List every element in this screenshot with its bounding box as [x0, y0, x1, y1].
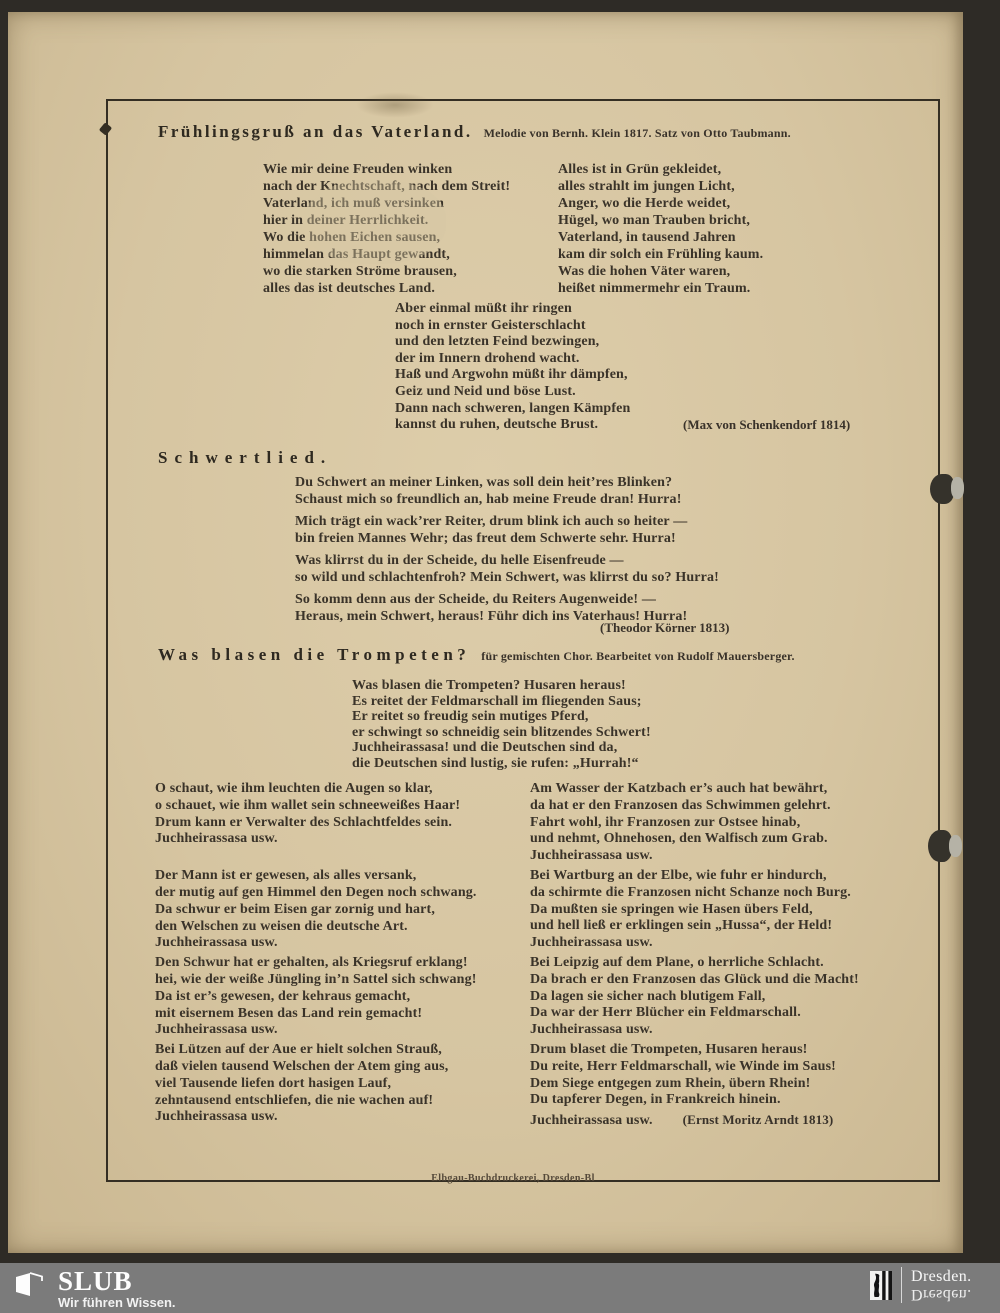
poem-line: Alles ist in Grün gekleidet,	[558, 162, 722, 177]
poem-line: Du tapferer Degen, in Frankreich hinein.	[530, 1092, 781, 1108]
song2-attribution: (Theodor Körner 1813)	[600, 620, 730, 635]
song1-stanza-left	[263, 161, 510, 297]
poem-line: Drum blaset die Trompeten, Husaren heraus!	[530, 1041, 808, 1057]
poem-line: Juchheirassasa usw.	[530, 1022, 653, 1038]
poem-line: Da mußten sie springen wie Hasen übers Feld,	[530, 901, 813, 917]
poem-line: Wie mir deine Freuden winken	[263, 162, 453, 177]
poem-line: Anger, wo die Herde weidet,	[558, 196, 731, 211]
song1-stanza-right	[558, 161, 763, 297]
song3-attribution: (Ernst Moritz Arndt 1813)	[682, 1112, 834, 1128]
poem-line: himmelan das Haupt gewandt,	[263, 247, 450, 262]
poem-line: zehntausend entschliefen, die nie wachen auf!	[155, 1092, 434, 1108]
dresden-city-text: Dresden.	[911, 1267, 972, 1285]
viewer-footer-bar	[0, 1263, 1000, 1313]
poem-line: und nehmt, Ohnehosen, den Walfisch zum Grab.	[530, 831, 828, 847]
poem-line: Du reite, Herr Feldmarschall, wie Winde im Saus!	[530, 1058, 836, 1074]
song1-header	[158, 122, 791, 142]
poem-line: O schaut, wie ihm leuchten die Augen so klar,	[155, 781, 433, 796]
poem-line: alles strahlt im jungen Licht,	[558, 179, 735, 194]
open-book-icon	[14, 1271, 44, 1298]
poem-line: Aber einmal müßt ihr ringen	[395, 301, 572, 316]
poem-line: Drum kann er Verwalter des Schlachtfeldes sein.	[155, 814, 453, 830]
poem-line: da schirmte die Franzosen nicht Schanze noch Burg.	[530, 884, 851, 900]
paper-stain	[356, 92, 434, 118]
poem-line: Du Schwert an meiner Linken, was soll dein heit’res Blinken?	[295, 475, 673, 490]
poem-line: wo die starken Ströme brausen,	[263, 264, 457, 279]
poem-line: den Welschen zu weisen die deutsche Art.	[155, 918, 408, 934]
poem-line: Es reitet der Feldmarschall im fliegenden Saus;	[352, 693, 642, 709]
song3-title: Was blasen die Trompeten?	[158, 645, 471, 664]
poem-line: der mutig auf gen Himmel den Degen noch schwang.	[155, 884, 477, 900]
poem-line: Vaterland, in tausend Jahren	[558, 230, 736, 245]
song3-intro-stanza	[352, 678, 651, 772]
stanza	[295, 474, 719, 508]
slub-wordmark	[58, 1268, 176, 1311]
poem-line: kam dir solch ein Frühling kaum.	[558, 247, 764, 262]
song3-right-column	[530, 781, 859, 1130]
poem-line: viel Tausende liefen dort hasigen Lauf,	[155, 1075, 392, 1091]
poem-line: Was die hohen Väter waren,	[558, 264, 731, 279]
poem-line: Dem Siege entgegen zum Rhein, übern Rhein!	[530, 1075, 811, 1091]
poem-line: o schauet, wie ihm wallet sein schneeweißes Haar!	[155, 797, 461, 813]
poem-line: noch in ernster Geisterschlacht	[395, 317, 586, 333]
song2-title: Schwertlied.	[158, 448, 333, 467]
stanza	[155, 955, 477, 1039]
poem-line: Juchheirassasa usw.	[155, 1022, 278, 1038]
poem-line: daß vielen tausend Welschen der Atem ging aus,	[155, 1058, 449, 1074]
poem-line: Geiz und Neid und böse Lust.	[395, 383, 576, 399]
poem-line: und hell ließ er erklingen sein „Hussa“, der Held!	[530, 918, 833, 934]
stanza	[155, 781, 477, 848]
poem-line: Am Wasser der Katzbach er’s auch hat bewährt,	[530, 781, 828, 796]
poem-line: so wild und schlachtenfroh? Mein Schwert, was klirrst du so? Hurra!	[295, 570, 719, 585]
dresden-city-text-mirrored: Dresden.	[911, 1285, 972, 1303]
poem-line: kannst du ruhen, deutsche Brust.	[395, 417, 599, 433]
stanza	[295, 552, 719, 586]
poem-line: Haß und Argwohn müßt ihr dämpfen,	[395, 367, 628, 383]
poem-line: und den letzten Feind bezwingen,	[395, 334, 600, 350]
poem-line: Was blasen die Trompeten? Husaren heraus!	[352, 678, 626, 693]
stanza	[530, 1042, 859, 1109]
poem-line: hei, wie der weiße Jüngling in’n Sattel sich schwang!	[155, 971, 477, 987]
stanza	[155, 1042, 477, 1126]
poem-line: Bei Wartburg an der Elbe, wie fuhr er hindurch,	[530, 867, 827, 883]
poem-line: Wo die hohen Eichen sausen,	[263, 230, 441, 245]
stanza	[530, 781, 859, 865]
song1-subtitle: Melodie von Bernh. Klein 1817. Satz von Otto Taubmann.	[483, 126, 791, 140]
poem-line: Schaust mich so freundlich an, hab meine Freude dran! Hurra!	[295, 492, 682, 507]
poem-line: mit eisernem Besen das Land rein gemacht!	[155, 1005, 423, 1021]
stanza	[530, 955, 859, 1039]
poem-line: er schwingt so schneidig sein blitzendes Schwert!	[352, 724, 651, 740]
stanza	[530, 868, 859, 952]
poem-line: Da brach er den Franzosen das Glück und die Macht!	[530, 971, 859, 987]
song3-header	[158, 645, 795, 665]
poem-line: Juchheirassasa usw.	[530, 1113, 653, 1129]
poem-line: Da lagen sie sicher nach blutigem Fall,	[530, 988, 766, 1004]
poem-line: Hügel, wo man Trauben bricht,	[558, 213, 751, 228]
dresden-logo	[870, 1267, 972, 1303]
poem-line: Den Schwur hat er gehalten, als Kriegsruf erklang!	[155, 955, 468, 971]
printer-imprint: Elbgau-Buchdruckerei, Dresden-Bl	[431, 1173, 595, 1184]
song3-left-column	[155, 781, 477, 1129]
song3-right-stanzas	[530, 781, 859, 1109]
poem-line: So komm denn aus der Scheide, du Reiters Augenweide! —	[295, 592, 656, 607]
song3-subtitle: für gemischten Chor. Bearbeitet von Rudolf Mauersberger.	[481, 649, 795, 663]
poem-line: Dann nach schweren, langen Kämpfen	[395, 400, 631, 416]
poem-line: nach der Knechtschaft, nach dem Streit!	[263, 179, 511, 194]
stanza	[155, 868, 477, 952]
poem-line: Juchheirassasa usw.	[530, 848, 653, 864]
poem-line: heißet nimmermehr ein Traum.	[558, 281, 751, 296]
song1-final-stanza	[395, 301, 630, 434]
poem-line: der im Innern drohend wacht.	[395, 350, 580, 366]
poem-line: Bei Lützen auf der Aue er hielt solchen Strauß,	[155, 1042, 442, 1058]
slub-tagline: Wir führen Wissen.	[58, 1295, 176, 1310]
poem-line: Was klirrst du in der Scheide, du helle Eisenfreude —	[295, 553, 624, 568]
poem-line: die Deutschen sind lustig, sie rufen: „Hurrah!“	[352, 755, 639, 771]
stanza	[295, 513, 719, 547]
song3-final-line	[530, 1112, 859, 1130]
poem-line: Der Mann ist er gewesen, als alles versank,	[155, 868, 417, 884]
poem-line: Bei Leipzig auf dem Plane, o herrliche Schlacht.	[530, 954, 824, 970]
poem-line: hier in deiner Herrlichkeit.	[263, 213, 429, 228]
poem-line: Juchheirassasa usw.	[155, 831, 278, 847]
footer-divider	[901, 1267, 902, 1303]
slub-brand-text: SLUB	[58, 1266, 133, 1296]
slub-logo	[14, 1268, 176, 1311]
poem-line: alles das ist deutsches Land.	[263, 281, 435, 296]
poem-line: Juchheirassasa usw.	[155, 1109, 278, 1125]
poem-line: Juchheirassasa! und die Deutschen sind da,	[352, 740, 618, 756]
poem-line: Vaterland, ich muß versinken	[263, 196, 445, 211]
song1-title: Frühlingsgruß an das Vaterland.	[158, 122, 473, 141]
poem-line: Da schwur er beim Eisen gar zornig und hart,	[155, 901, 436, 917]
poem-line: Mich trägt ein wack’rer Reiter, drum blink ich auch so heiter —	[295, 514, 688, 529]
dresden-wordmark	[911, 1269, 972, 1302]
poem-line: Juchheirassasa usw.	[530, 935, 653, 951]
poem-line: Fahrt wohl, ihr Franzosen zur Ostsee hinab,	[530, 814, 801, 830]
poem-line: Juchheirassasa usw.	[155, 935, 278, 951]
poem-line: Da war der Herr Blücher ein Feldmarschall.	[530, 1005, 801, 1021]
poem-line: Da ist er’s gewesen, der kehraus gemacht,	[155, 988, 411, 1004]
poem-line: Er reitet so freudig sein mutiges Pferd,	[352, 709, 589, 725]
poem-line: da hat er den Franzosen das Schwimmen gelehrt.	[530, 797, 831, 813]
poem-line: Heraus, mein Schwert, heraus! Führ dich ins Vaterhaus! Hurra!	[295, 609, 688, 624]
song1-attribution: (Max von Schenkendorf 1814)	[683, 417, 851, 432]
song2-stanzas	[295, 474, 719, 630]
poem-line: bin freien Mannes Wehr; das freut dem Schwerte sehr. Hurra!	[295, 531, 676, 546]
dresden-coat-of-arms-icon	[870, 1271, 892, 1300]
